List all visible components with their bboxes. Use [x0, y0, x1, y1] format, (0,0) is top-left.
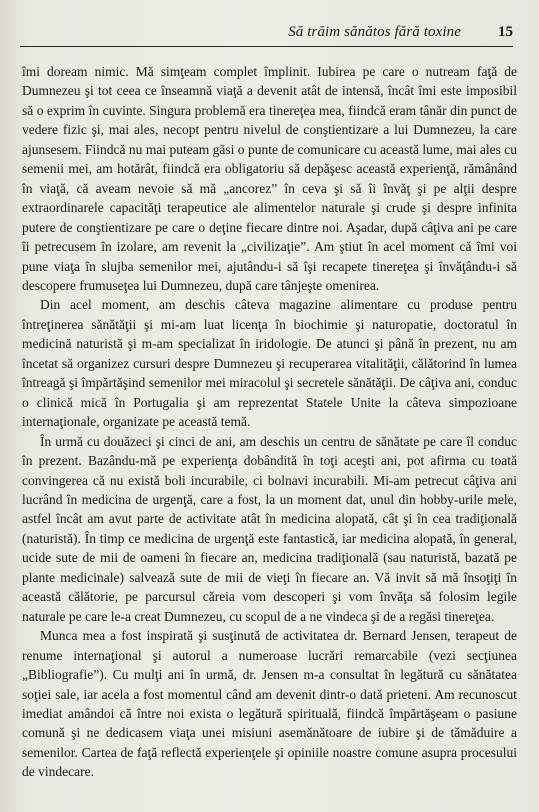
page-number: 15: [498, 24, 513, 40]
paragraph-2: Din acel moment, am deschis câteva magazine alimentare cu produse pentru întreţinerea sănătăţii şi mi-am luat licenţa în biochimie şi naturopatie, doctoratul în medicină naturistă şi m-am specializat în iridologie. De atunci şi până în prezent, nu am încetat să organizez cursuri despre Dumnezeu şi recuperarea vitalităţii, călătorind în lumea întreagă şi împărtăşind semenilor mei miracolul şi secretele sănătăţii. De câţiva ani, conduc o clinică mică în Portugalia şi am reprezentat Statele Unite la câteva simpozioane internaţionale, organizate pe această temă.: [22, 297, 517, 430]
running-title: Să trăim sănătos fără toxine: [288, 24, 461, 40]
paragraph-4: Munca mea a fost inspirată şi susţinută de activitatea dr. Bernard Jensen, terapeut de renume internaţional şi autorul a numeroase lucrări remarcabile (vezi secţiunea „Bibliografie”). Cu mulţi ani în urmă, dr. Jensen m-a consultat în legătură cu sănătatea soţiei sale, iar acela a fost momentul când am devenit dintr-o dată prieteni. Am recunoscut imediat amândoi că între noi exista o legătură spirituală, fiindcă împărtăşeam o pasiune comună şi ne dedicasem viaţa unei misiuni asemănătoare de iubire şi de tămăduire a semenilor. Cartea de faţă reflectă experienţele şi opiniile noastre comune asupra procesului de vindecare.: [22, 628, 517, 780]
paragraph-3: În urmă cu douăzeci şi cinci de ani, am deschis un centru de sănătate pe care îl conduc în prezent. Bazându-mă pe experienţa dobândită în toţi aceşti ani, pot afirma cu toată convingerea că nu există boli incurabile, ci bolnavi incurabili. Mi-am petrecut câţiva ani lucrând în medicina de urgenţă, care a fost, la un moment dat, unul din hobby-urile mele, astfel încât am avut parte de activitate atât în medicina alopată, cât şi în cea tradiţională (naturistă). În timp ce medicina de urgenţă este fantastică, iar medicina alopată, în general, ucide sute de mii de oameni în fiecare an, medicina tradiţională (sau naturistă, bazată pe plante medicinale) salvează sute de mii de vieţi în fiecare an. Vă invit să mă însoţiţi în această călătorie, pe parcursul căreia vom descoperi şi vom învăţa să folosim legile naturale pe care le-a creat Dumnezeu, cu scopul de a ne vindeca şi de a regăsi tinereţea.: [22, 433, 517, 624]
running-header: [20, 24, 513, 47]
body-text: [22, 62, 517, 782]
paragraph-1: îmi doream nimic. Mă simţeam complet împlinit. Iubirea pe care o nutream faţă de Dumnezeu şi tot ceea ce înseamnă viaţă a devenit atât de intensă, încât îmi este imposibil să o exprim în cuvinte. Singura problemă era tinereţea mea, fiindcă eram tânăr din punct de vedere fizic şi, mai ales, necopt pentru nivelul de conştientizare a lui Dumnezeu, la care ajunsesem. Fiindcă nu mai puteam găsi o punte de comunicare cu această lume, mai ales cu semenii mei, am hotărât, fiindcă era obligatoriu să depăşesc această experienţă, rămânând în viaţă, că aveam nevoie să mă „ancorez” în ceva şi să îi învăţ şi pe alţii despre extraordinarele capacităţi terapeutice ale alimentelor naturale şi crude şi despre infinita putere de conştientizare pe care o deţine fiecare dintre noi. Aşadar, după câţiva ani pe care îi petrecusem în izolare, am revenit la „civilizaţie”. Am ştiut în acel moment că îmi voi pune viaţa în slujba semenilor mei, ajutându-i să îşi recapete tinereţea şi învăţându-i să descopere frumuseţea lui Dumnezeu, după care tânjeşte omenirea.: [22, 64, 517, 293]
